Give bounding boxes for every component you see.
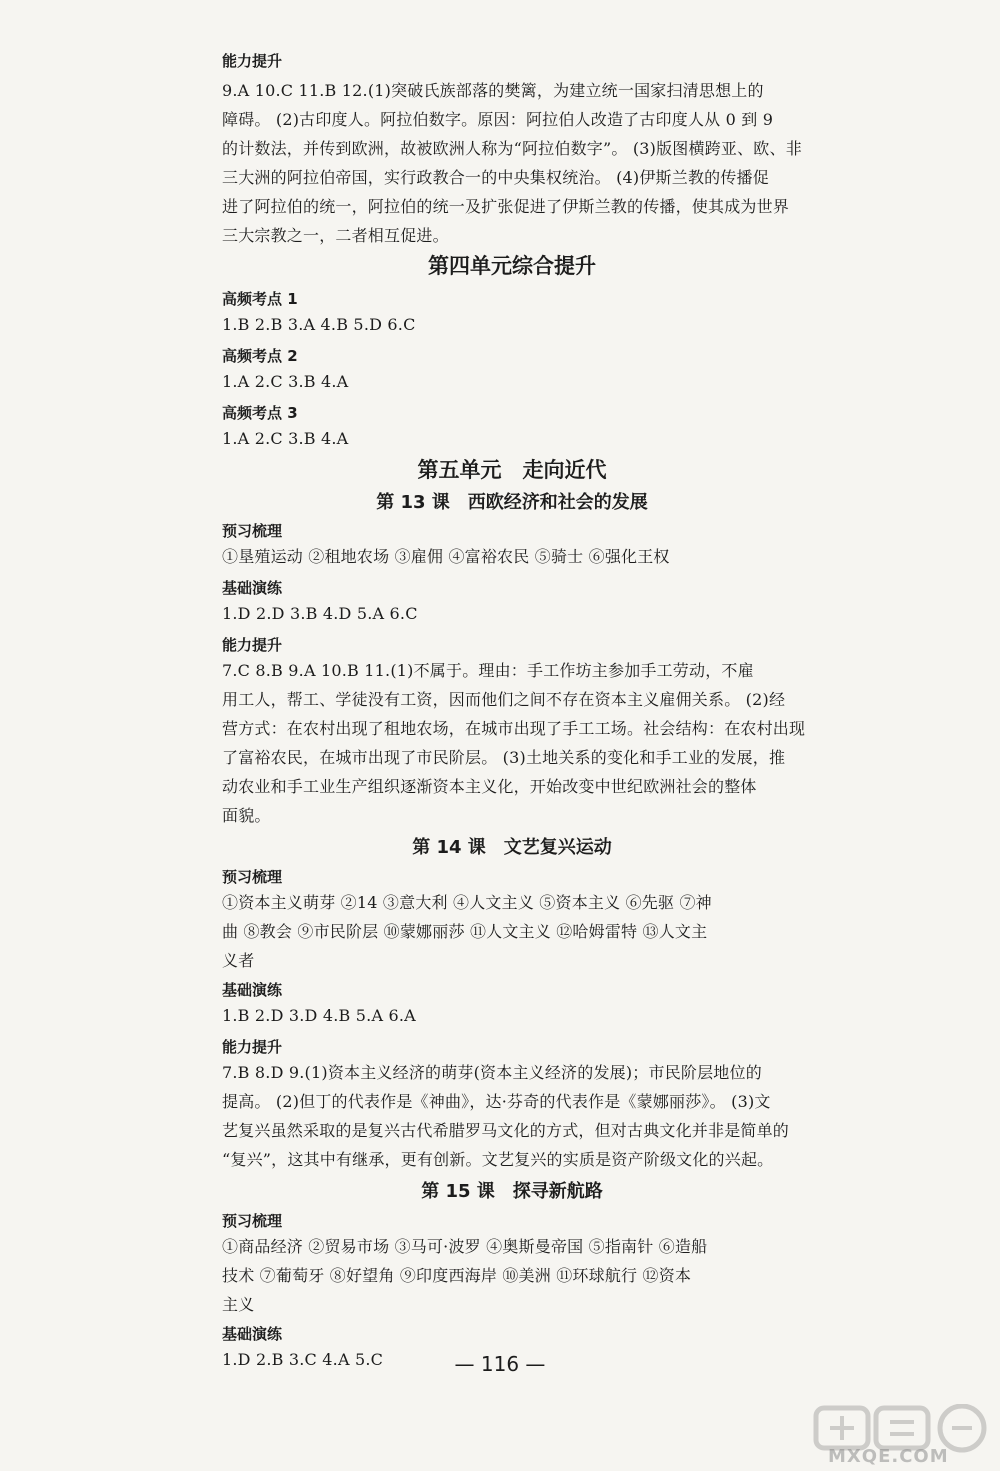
lesson-13-answers — [222, 520, 806, 830]
answer-line: 动农业和手工业生产组织逐渐资本主义化，开始改变中世纪欧洲社会的整体 — [222, 777, 757, 796]
answer-line: 技术 ⑦葡萄牙 ⑧好望角 ⑨印度西海岸 ⑩美洲 ⑪环球航行 ⑫资本 — [222, 1266, 692, 1285]
answer-line: 障碍。 (2)古印度人。阿拉伯数字。原因：阿拉伯人改造了古印度人从 0 到 9 — [222, 110, 774, 129]
answer-line: 1.B 2.B 3.A 4.B 5.D 6.C — [222, 315, 416, 334]
answer-line: 三大宗教之一，二者相互促进。 — [222, 226, 449, 245]
answer-line: ①资本主义萌芽 ②14 ③意大利 ④人文主义 ⑤资本主义 ⑥先驱 ⑦神 — [222, 893, 712, 912]
page-number: — 116 — — [454, 1352, 546, 1376]
answer-line: 1.A 2.C 3.B 4.A — [222, 429, 349, 448]
section-heading: 高频考点 1 — [222, 290, 298, 308]
answer-line: 9.A 10.C 11.B 12.(1)突破氏族部落的樊篱，为建立统一国家扫清思想上的 — [222, 81, 764, 100]
section-heading: 预习梳理 — [222, 868, 283, 886]
lesson-15-answers — [222, 1210, 802, 1374]
section-heading: 能力提升 — [222, 636, 283, 654]
unit4-groups — [222, 288, 802, 453]
unit-title: 第五单元 走向近代 — [417, 458, 607, 482]
unit-title: 第四单元综合提升 — [428, 254, 596, 278]
answer-line: 用工人，帮工、学徒没有工资，因而他们之间不存在资本主义雇佣关系。 (2)经 — [222, 690, 786, 709]
section-heading: 高频考点 2 — [222, 347, 298, 365]
section-heading: 预习梳理 — [222, 522, 283, 540]
section-ability-1 — [222, 50, 802, 250]
section-heading: 基础演练 — [222, 579, 283, 597]
lesson-title: 第 13 课 西欧经济和社会的发展 — [376, 492, 648, 513]
answer-line: 主义 — [222, 1295, 255, 1314]
lesson-14-answers — [222, 866, 802, 1174]
answer-line: ①商品经济 ②贸易市场 ③马可·波罗 ④奥斯曼帝国 ⑤指南针 ⑥造船 — [222, 1237, 708, 1256]
answer-line: 了富裕农民，在城市出现了市民阶层。 (3)土地关系的变化和手工业的发展，推 — [222, 748, 786, 767]
answer-line: 营方式：在农村出现了租地农场，在城市出现了手工工场。社会结构：在农村出现 — [222, 719, 806, 738]
answer-line: 提高。 (2)但丁的代表作是《神曲》，达·芬奇的代表作是《蒙娜丽莎》。 (3)文 — [222, 1092, 771, 1111]
answer-line: 义者 — [222, 951, 255, 970]
answer-line: ①垦殖运动 ②租地农场 ③雇佣 ④富裕农民 ⑤骑士 ⑥强化王权 — [222, 547, 670, 566]
answer-line: 1.A 2.C 3.B 4.A — [222, 372, 349, 391]
answer-line: 的计数法，并传到欧洲，故被欧洲人称为“阿拉伯数字”。 (3)版图横跨亚、欧、非 — [222, 139, 802, 158]
watermark-text: MXQE.COM — [828, 1446, 949, 1467]
answer-line: 曲 ⑧教会 ⑨市民阶层 ⑩蒙娜丽莎 ⑪人文主义 ⑫哈姆雷特 ⑬人文主 — [222, 922, 708, 941]
answer-line: 1.D 2.B 3.C 4.A 5.C — [222, 1350, 384, 1369]
section-heading: 能力提升 — [222, 1038, 283, 1056]
answer-line: 进了阿拉伯的统一，阿拉伯的统一及扩张促进了伊斯兰教的传播，使其成为世界 — [222, 197, 790, 216]
section-heading: 基础演练 — [222, 1325, 283, 1343]
answer-line: 1.B 2.D 3.D 4.B 5.A 6.A — [222, 1006, 416, 1025]
answer-line: 三大洲的阿拉伯帝国，实行政教合一的中央集权统治。 (4)伊斯兰教的传播促 — [222, 168, 769, 187]
answer-line: 面貌。 — [222, 806, 271, 825]
answer-line: 7.C 8.B 9.A 10.B 11.(1)不属于。理由：手工作坊主参加手工劳动，不雇 — [222, 661, 754, 680]
section-heading: 能力提升 — [222, 52, 283, 70]
lesson-title: 第 14 课 文艺复兴运动 — [412, 837, 612, 858]
section-heading: 基础演练 — [222, 981, 283, 999]
section-heading: 高频考点 3 — [222, 404, 298, 422]
lesson-title: 第 15 课 探寻新航路 — [421, 1181, 603, 1202]
answer-line: 1.D 2.D 3.B 4.D 5.A 6.C — [222, 604, 418, 623]
answer-line: “复兴”，这其中有继承，更有创新。文艺复兴的实质是资产阶级文化的兴起。 — [222, 1150, 774, 1169]
section-heading: 预习梳理 — [222, 1212, 283, 1230]
answer-line: 7.B 8.D 9.(1)资本主义经济的萌芽(资本主义经济的发展)；市民阶层地位的 — [222, 1063, 762, 1082]
answer-line: 艺复兴虽然采取的是复兴古代希腊罗马文化的方式，但对古典文化并非是简单的 — [222, 1121, 790, 1140]
